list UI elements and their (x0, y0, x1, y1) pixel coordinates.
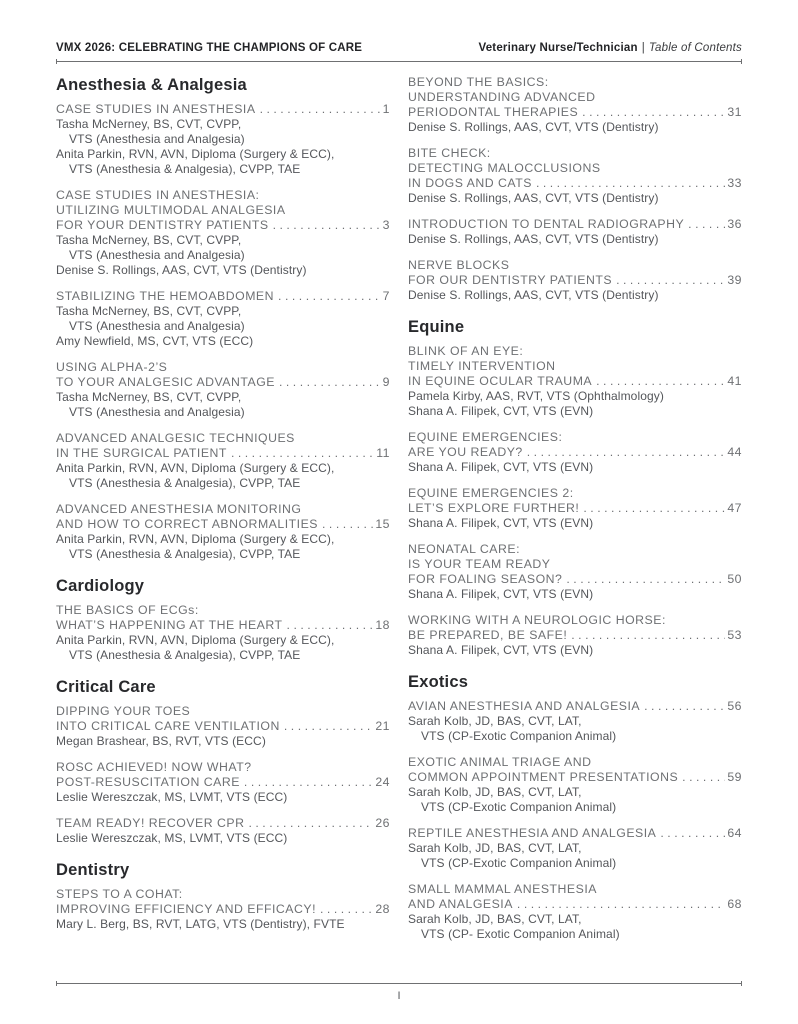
toc-entry-title-text: ARE YOU READY? (408, 445, 523, 459)
toc-column-right (408, 75, 742, 953)
section-heading: Equine (408, 318, 465, 336)
dot-leader (273, 218, 381, 233)
speaker-line: VTS (CP-Exotic Companion Animal) (421, 729, 617, 743)
toc-entry (56, 887, 390, 932)
toc-entry-title-line: STEPS TO A COHAT: (56, 887, 183, 901)
toc-entry-title-text: TEAM READY! RECOVER CPR (56, 816, 245, 830)
page-number: 21 (375, 719, 390, 733)
dot-leader (582, 105, 725, 120)
toc-entry-title[interactable] (56, 887, 390, 917)
page-number: 64 (727, 826, 742, 840)
speaker-line: Shana A. Filipek, CVT, VTS (EVN) (408, 587, 594, 601)
toc-entry-title[interactable] (408, 217, 742, 232)
footer-page-number: I (397, 990, 401, 1002)
toc-entry-title-last-line (56, 816, 390, 831)
toc-entry-title-last-line (408, 445, 742, 460)
dot-leader (322, 517, 373, 532)
page-number: 59 (727, 770, 742, 784)
speaker-line: VTS (Anesthesia & Analgesia), CVPP, TAE (69, 648, 301, 662)
toc-entry-title[interactable] (408, 755, 742, 785)
speaker-line: VTS (CP-Exotic Companion Animal) (421, 856, 617, 870)
toc-entry (56, 704, 390, 749)
toc-entry (408, 613, 742, 658)
toc-entry-title-text: REPTILE ANESTHESIA AND ANALGESIA (408, 826, 657, 840)
header-right (478, 42, 742, 54)
speaker-line: Anita Parkin, RVN, AVN, Diploma (Surgery & ECC), (56, 532, 335, 546)
toc-entry (56, 289, 390, 349)
toc-entry (408, 542, 742, 602)
toc-entry-title-last-line (56, 446, 390, 461)
dot-leader (682, 770, 725, 785)
dot-leader (517, 897, 725, 912)
dot-leader (320, 902, 373, 917)
toc-entry-title-text: PERIODONTAL THERAPIES (408, 105, 579, 119)
speaker-line: Amy Newfield, MS, CVT, VTS (ECC) (56, 334, 254, 348)
toc-entry-title-line: WORKING WITH A NEUROLOGIC HORSE: (408, 613, 666, 627)
toc-entry-title[interactable] (56, 289, 390, 304)
dot-leader (287, 618, 374, 633)
toc-entry-title-text: COMMON APPOINTMENT PRESENTATIONS (408, 770, 679, 784)
toc-entry-title-last-line (56, 289, 390, 304)
toc-entry (408, 217, 742, 247)
toc-entry-title-line: USING ALPHA-2’S (56, 360, 168, 374)
toc-entry-title[interactable] (56, 102, 390, 117)
dot-leader (536, 176, 725, 191)
page-number: 31 (727, 105, 742, 119)
toc-entry-title[interactable] (56, 188, 390, 233)
toc-entry-title-last-line (56, 517, 390, 532)
header-doc-title: Table of Contents (648, 42, 742, 54)
speaker-line: Denise S. Rollings, AAS, CVT, VTS (Dentistry) (408, 191, 659, 205)
toc-entry (56, 816, 390, 846)
toc-entry-title-last-line (408, 273, 742, 288)
toc-entry-title-line: NERVE BLOCKS (408, 258, 510, 272)
page-number: 3 (382, 218, 390, 232)
dot-leader (279, 375, 381, 390)
section-heading: Exotics (408, 673, 469, 691)
page-number: 47 (727, 501, 742, 515)
toc-entry-title-text: IN THE SURGICAL PATIENT (56, 446, 227, 460)
section-heading: Dentistry (56, 861, 130, 879)
toc-entry-title-last-line (408, 897, 742, 912)
toc-entry (408, 486, 742, 531)
toc-entry-title[interactable] (56, 704, 390, 734)
page-number: 18 (375, 618, 390, 632)
toc-entry-title-last-line (408, 374, 742, 389)
toc-entry-title-line: IS YOUR TEAM READY (408, 557, 551, 571)
toc-entry-title-text: INTRODUCTION TO DENTAL RADIOGRAPHY (408, 217, 685, 231)
speaker-line: Anita Parkin, RVN, AVN, Diploma (Surgery & ECC), (56, 147, 335, 161)
header-separator: | (641, 42, 645, 54)
toc-entry-title[interactable] (408, 542, 742, 587)
header-rule (56, 61, 742, 62)
toc-entry-title-text: FOR OUR DENTISTRY PATIENTS (408, 273, 613, 287)
toc-entry-title-text: CASE STUDIES IN ANESTHESIA (56, 102, 256, 116)
dot-leader (596, 374, 725, 389)
page-number: 50 (727, 572, 742, 586)
toc-entry-title[interactable] (56, 431, 390, 461)
page-number: 68 (727, 897, 742, 911)
page-number: 44 (727, 445, 742, 459)
speaker-line: Shana A. Filipek, CVT, VTS (EVN) (408, 404, 594, 418)
toc-entry-title[interactable] (408, 146, 742, 191)
page-number: 24 (375, 775, 390, 789)
page-number: 15 (375, 517, 390, 531)
toc-entry-title-text: WHAT’S HAPPENING AT THE HEART (56, 618, 283, 632)
toc-entry-title-line: CASE STUDIES IN ANESTHESIA: (56, 188, 260, 202)
toc-entry-title-line: EXOTIC ANIMAL TRIAGE AND (408, 755, 592, 769)
speaker-line: Sarah Kolb, JD, BAS, CVT, LAT, (408, 912, 582, 926)
dot-leader (616, 273, 725, 288)
speaker-line: Megan Brashear, BS, RVT, VTS (ECC) (56, 734, 266, 748)
toc-entry-title-last-line (408, 572, 742, 587)
toc-entry-title-last-line (56, 218, 390, 233)
page-number: 11 (376, 446, 390, 460)
speaker-line: Anita Parkin, RVN, AVN, Diploma (Surgery & ECC), (56, 633, 335, 647)
toc-entry-title-text: BE PREPARED, BE SAFE! (408, 628, 568, 642)
toc-entry-title-text: AVIAN ANESTHESIA AND ANALGESIA (408, 699, 641, 713)
page-number: 1 (382, 102, 390, 116)
speaker-line: VTS (Anesthesia and Analgesia) (69, 405, 245, 419)
toc-entry-title-line: TIMELY INTERVENTION (408, 359, 556, 373)
speaker-line: Mary L. Berg, BS, RVT, LATG, VTS (Dentistry), FVTE (56, 917, 345, 931)
toc-entry (408, 882, 742, 942)
toc-entry-title[interactable] (56, 816, 390, 831)
toc-entry-title-text: LET’S EXPLORE FURTHER! (408, 501, 580, 515)
dot-leader (583, 501, 725, 516)
speaker-line: Sarah Kolb, JD, BAS, CVT, LAT, (408, 785, 582, 799)
toc-entry (56, 360, 390, 420)
toc-entry-title-last-line (408, 699, 742, 714)
toc-entry (408, 75, 742, 135)
speaker-line: Tasha McNerney, BS, CVT, CVPP, (56, 304, 242, 318)
toc-entry (408, 826, 742, 871)
page-number: 41 (727, 374, 742, 388)
toc-entry-title-line: THE BASICS OF ECGs: (56, 603, 199, 617)
speaker-line: Pamela Kirby, AAS, RVT, VTS (Ophthalmology) (408, 389, 664, 403)
toc-entry-title[interactable] (408, 344, 742, 389)
toc-entry (408, 344, 742, 419)
toc-entry-title-last-line (408, 628, 742, 643)
page-number: 28 (375, 902, 390, 916)
toc-entry (56, 102, 390, 177)
speaker-line: VTS (Anesthesia & Analgesia), CVPP, TAE (69, 162, 301, 176)
toc-entry-title-last-line (56, 902, 390, 917)
toc-entry-title-line: UNDERSTANDING ADVANCED (408, 90, 596, 104)
speaker-line: VTS (CP- Exotic Companion Animal) (421, 927, 620, 941)
toc-entry-title-line: BLINK OF AN EYE: (408, 344, 524, 358)
speaker-line: Denise S. Rollings, AAS, CVT, VTS (Dentistry) (56, 263, 307, 277)
page-number: 33 (727, 176, 742, 190)
speaker-line: VTS (Anesthesia and Analgesia) (69, 248, 245, 262)
toc-entry-title-line: BEYOND THE BASICS: (408, 75, 549, 89)
dot-leader (571, 628, 725, 643)
dot-leader (260, 102, 381, 117)
page-header (56, 42, 742, 54)
toc-entry-title-text: STABILIZING THE HEMOABDOMEN (56, 289, 275, 303)
header-audience-label: Veterinary Nurse/Technician (478, 42, 638, 54)
page-number: 39 (727, 273, 742, 287)
page-number: 53 (727, 628, 742, 642)
toc-entry-title-last-line (56, 102, 390, 117)
toc-entry-title-text: IN DOGS AND CATS (408, 176, 532, 190)
dot-leader (644, 699, 725, 714)
toc-entry-title-text: AND ANALGESIA (408, 897, 513, 911)
toc-entry-title-text: FOR FOALING SEASON? (408, 572, 563, 586)
dot-leader (688, 217, 725, 232)
toc-column-left (56, 75, 390, 953)
toc-entry-title[interactable] (408, 486, 742, 516)
section-heading: Cardiology (56, 577, 145, 595)
speaker-line: Shana A. Filipek, CVT, VTS (EVN) (408, 643, 594, 657)
speaker-line: VTS (CP-Exotic Companion Animal) (421, 800, 617, 814)
toc-entry-title[interactable] (408, 613, 742, 643)
page-number: 9 (382, 375, 390, 389)
toc-entry (56, 431, 390, 491)
toc-entry-title-last-line (56, 719, 390, 734)
toc-entry-title-line: ADVANCED ANALGESIC TECHNIQUES (56, 431, 295, 445)
speaker-line: Sarah Kolb, JD, BAS, CVT, LAT, (408, 841, 582, 855)
toc-entry-title-last-line (408, 105, 742, 120)
toc-entry-title-line: SMALL MAMMAL ANESTHESIA (408, 882, 597, 896)
dot-leader (660, 826, 725, 841)
toc-entry-title-text: TO YOUR ANALGESIC ADVANTAGE (56, 375, 275, 389)
dot-leader (248, 816, 373, 831)
toc-entry-title-line: NEONATAL CARE: (408, 542, 520, 556)
toc-entry-title[interactable] (408, 882, 742, 912)
speaker-line: Sarah Kolb, JD, BAS, CVT, LAT, (408, 714, 582, 728)
speaker-line: Shana A. Filipek, CVT, VTS (EVN) (408, 516, 594, 530)
dot-leader (244, 775, 373, 790)
toc-entry (56, 760, 390, 805)
toc-entry-title-line: EQUINE EMERGENCIES 2: (408, 486, 574, 500)
toc-entry-title-last-line (408, 770, 742, 785)
toc-entry-title[interactable] (56, 360, 390, 390)
toc-entry (56, 603, 390, 663)
page-number: 56 (727, 699, 742, 713)
speaker-line: VTS (Anesthesia and Analgesia) (69, 132, 245, 146)
speaker-line: Tasha McNerney, BS, CVT, CVPP, (56, 233, 242, 247)
toc-entry-title-line: DIPPING YOUR TOES (56, 704, 191, 718)
dot-leader (566, 572, 725, 587)
toc-entry (408, 146, 742, 206)
toc-entry-title-last-line (408, 176, 742, 191)
toc-entry-title-last-line (56, 618, 390, 633)
speaker-line: Leslie Wereszczak, MS, LVMT, VTS (ECC) (56, 831, 288, 845)
toc-entry-title-text: FOR YOUR DENTISTRY PATIENTS (56, 218, 269, 232)
footer-rule (56, 983, 742, 984)
toc-entry (408, 699, 742, 744)
page-footer (56, 983, 742, 1002)
toc-entry (408, 430, 742, 475)
toc-entry-title[interactable] (408, 75, 742, 120)
speaker-line: VTS (Anesthesia and Analgesia) (69, 319, 245, 333)
toc-entry (408, 755, 742, 815)
section-heading: Critical Care (56, 678, 156, 696)
toc-entry-title-text: IN EQUINE OCULAR TRAUMA (408, 374, 593, 388)
dot-leader (284, 719, 373, 734)
speaker-line: Tasha McNerney, BS, CVT, CVPP, (56, 117, 242, 131)
header-event-title: VMX 2026: CELEBRATING THE CHAMPIONS OF CARE (56, 42, 363, 54)
toc-entry-title-text: POST-RESUSCITATION CARE (56, 775, 240, 789)
speaker-line: VTS (Anesthesia & Analgesia), CVPP, TAE (69, 547, 301, 561)
speaker-line: Denise S. Rollings, AAS, CVT, VTS (Dentistry) (408, 288, 659, 302)
toc-entry-title-line: ADVANCED ANESTHESIA MONITORING (56, 502, 302, 516)
toc-entry-title[interactable] (56, 760, 390, 790)
toc-entry (56, 188, 390, 278)
speaker-line: Leslie Wereszczak, MS, LVMT, VTS (ECC) (56, 790, 288, 804)
toc-entry-title[interactable] (56, 603, 390, 633)
toc-entry-title[interactable] (408, 699, 742, 714)
speaker-line: Denise S. Rollings, AAS, CVT, VTS (Dentistry) (408, 120, 659, 134)
toc-entry-title-line: EQUINE EMERGENCIES: (408, 430, 563, 444)
speaker-line: Tasha McNerney, BS, CVT, CVPP, (56, 390, 242, 404)
toc-entry (408, 258, 742, 303)
toc-entry-title[interactable] (408, 826, 742, 841)
speaker-line: VTS (Anesthesia & Analgesia), CVPP, TAE (69, 476, 301, 490)
page-number: 7 (382, 289, 390, 303)
toc-entry-title-text: INTO CRITICAL CARE VENTILATION (56, 719, 280, 733)
toc-columns (56, 75, 742, 953)
toc-entry-title[interactable] (408, 430, 742, 460)
toc-entry-title-line: ROSC ACHIEVED! NOW WHAT? (56, 760, 252, 774)
toc-entry-title-last-line (56, 375, 390, 390)
dot-leader (278, 289, 381, 304)
speaker-line: Shana A. Filipek, CVT, VTS (EVN) (408, 460, 594, 474)
dot-leader (527, 445, 726, 460)
toc-entry-title[interactable] (408, 258, 742, 288)
section-heading: Anesthesia & Analgesia (56, 76, 247, 94)
toc-entry-title-last-line (408, 826, 742, 841)
toc-entry-title-text: IMPROVING EFFICIENCY AND EFFICACY! (56, 902, 317, 916)
toc-entry-title-line: BITE CHECK: (408, 146, 491, 160)
toc-entry-title-line: DETECTING MALOCCLUSIONS (408, 161, 601, 175)
page-number: 26 (375, 816, 390, 830)
toc-entry-title-text: AND HOW TO CORRECT ABNORMALITIES (56, 517, 318, 531)
toc-entry (56, 502, 390, 562)
toc-entry-title-last-line (408, 501, 742, 516)
speaker-line: Denise S. Rollings, AAS, CVT, VTS (Dentistry) (408, 232, 659, 246)
toc-entry-title-last-line (56, 775, 390, 790)
toc-entry-title-line: UTILIZING MULTIMODAL ANALGESIA (56, 203, 286, 217)
speaker-line: Anita Parkin, RVN, AVN, Diploma (Surgery & ECC), (56, 461, 335, 475)
toc-entry-title[interactable] (56, 502, 390, 532)
toc-entry-title-last-line (408, 217, 742, 232)
dot-leader (231, 446, 374, 461)
page-number: 36 (727, 217, 742, 231)
